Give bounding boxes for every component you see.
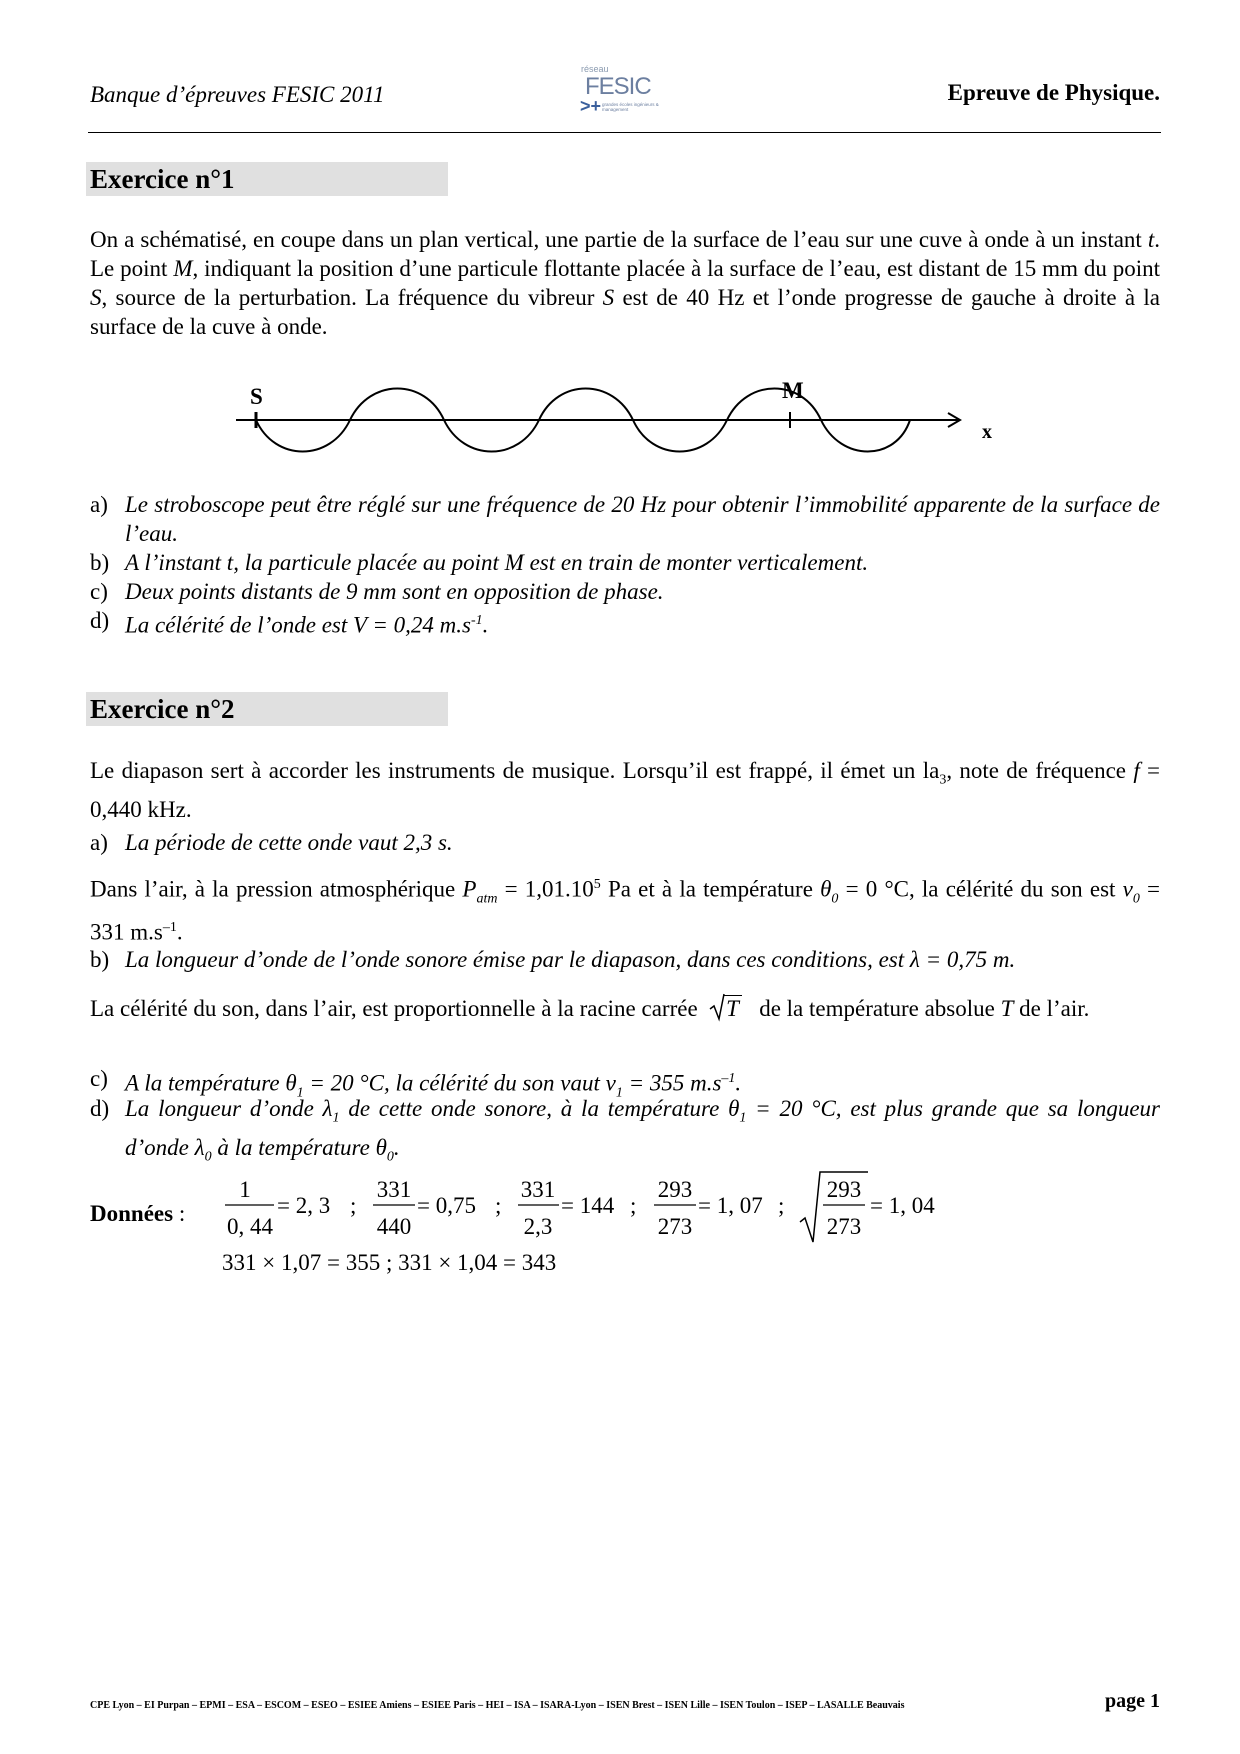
- data-formulas: [220, 1170, 940, 1250]
- sep-1: ;: [350, 1193, 357, 1218]
- exercise-2-intro: Le diapason sert à accorder les instruments de musique. Lorsqu’il est frappé, il émet un $la_3$, note de fréquence f = 0,440 kHz.: [90, 758, 1160, 822]
- frac3-num: 331: [520, 1177, 556, 1202]
- sep-2: ;: [495, 1193, 502, 1218]
- exercise-1-title: Exercice n°1: [86, 162, 448, 196]
- logo-main-text: FESIC: [585, 73, 651, 100]
- logo-small-text: réseau: [581, 64, 609, 74]
- frac4-result: = 1, 07: [698, 1193, 763, 1218]
- logo-sign: >+: [580, 96, 602, 116]
- ex2-item-c: c) A la température $\theta_1 = 20$ °C, la célérité du son vaut $v_1 = 355$ $m.s^{-1}$.: [90, 1066, 742, 1101]
- frac3-result: = 144: [561, 1193, 615, 1218]
- frac2-num: 331: [376, 1177, 412, 1202]
- label-x: x: [982, 421, 992, 443]
- frac1-result: = 2, 3: [277, 1193, 331, 1218]
- frac2-den: 440: [376, 1214, 412, 1239]
- label-S: S: [250, 384, 263, 409]
- fesic-logo: [577, 64, 669, 124]
- frac5-den: 273: [826, 1214, 862, 1239]
- header-divider: [88, 132, 1161, 133]
- ex1-item-a: a) Le stroboscope peut être réglé sur une fréquence de 20 Hz pour obtenir l’immobilité apparente de la surface de l’eau.: [90, 492, 1160, 546]
- header-title: Banque d’épreuves FESIC 2011: [90, 82, 385, 107]
- ex1-item-b: b) A l’instant t, la particule placée au point M est en train de monter verticalement.: [90, 550, 869, 575]
- frac1-num: 1: [239, 1177, 251, 1202]
- frac2-result: = 0,75: [417, 1193, 476, 1218]
- ex2-item-b: b) La longueur d’onde de l’onde sonore émise par le diapason, dans ces conditions, est λ = 0,75 m.: [90, 947, 1016, 972]
- exercise-1-statement: On a schématisé, en coupe dans un plan vertical, une partie de la surface de l’eau sur une cuve à onde à un instant t. Le point M, indiquant la position d’une particule flottante placée à la surface de l’eau, est distant de 15 mm du point S, source de la perturbation. La fréquence du vibreur S est de 40 Hz et l’onde progresse de gauche à droite à la surface de la cuve à onde.: [90, 227, 1161, 339]
- frac3-den: 2,3: [523, 1214, 553, 1239]
- data-label: Données :: [90, 1201, 186, 1226]
- header-subject: Epreuve de Physique.: [947, 80, 1160, 105]
- sep-3: ;: [630, 1193, 637, 1218]
- page-number: page 1: [1105, 1690, 1160, 1712]
- frac4-num: 293: [657, 1177, 693, 1202]
- ex1-item-d: d) La célérité de l’onde est V = 0,24 $m.s^{-1}$.: [90, 608, 489, 638]
- frac5-result: = 1, 04: [870, 1193, 935, 1218]
- label-M: M: [782, 378, 804, 403]
- footer-schools: CPE Lyon – EI Purpan – EPMI – ESA – ESCOM – ESEO – ESIEE Amiens – ESIEE Paris – HEI – ISA – ISARA-Lyon – ISEN Brest – ISEN Lille – ISEN Toulon – ISEP – LASALLE Beauvais: [90, 1700, 905, 1711]
- frac4-den: 273: [657, 1214, 693, 1239]
- ex2-item-a: a) La période de cette onde vaut 2,3 s.: [90, 830, 453, 855]
- exercise-2-proportionality: La célérité du son, dans l’air, est proportionnelle à la racine carrée T de la température absolue T de l’air.: [90, 996, 1090, 1021]
- sqrt-T: T: [709, 994, 742, 1023]
- logo-tagline: grandes écoles ingénieurs & management: [602, 102, 659, 112]
- data-products: 331 × 1,07 = 355 ; 331 × 1,04 = 343: [222, 1250, 557, 1275]
- sep-4: ;: [778, 1193, 785, 1218]
- exercise-2-title: Exercice n°2: [86, 692, 448, 726]
- frac5-num: 293: [826, 1177, 862, 1202]
- wave-figure: [200, 370, 1000, 460]
- exercise-2-conditions: Dans l’air, à la pression atmosphérique $P_{atm} = 1,01.10^5$ Pa et à la température $\theta_0 = 0$ °C, la célérité du son est $v_0 = 331$ $m.s^{-1}$.: [90, 876, 1160, 945]
- ex2-item-d: d) La longueur d’onde $\lambda_1$ de cette onde sonore, à la température $\theta_1 = 20$ °C, est plus grande que sa longueur d’onde $\lambda_0$ à la température $\theta_0$.: [90, 1096, 1160, 1165]
- ex1-item-c: c) Deux points distants de 9 mm sont en opposition de phase.: [90, 579, 664, 604]
- frac1-den: 0, 44: [227, 1214, 273, 1239]
